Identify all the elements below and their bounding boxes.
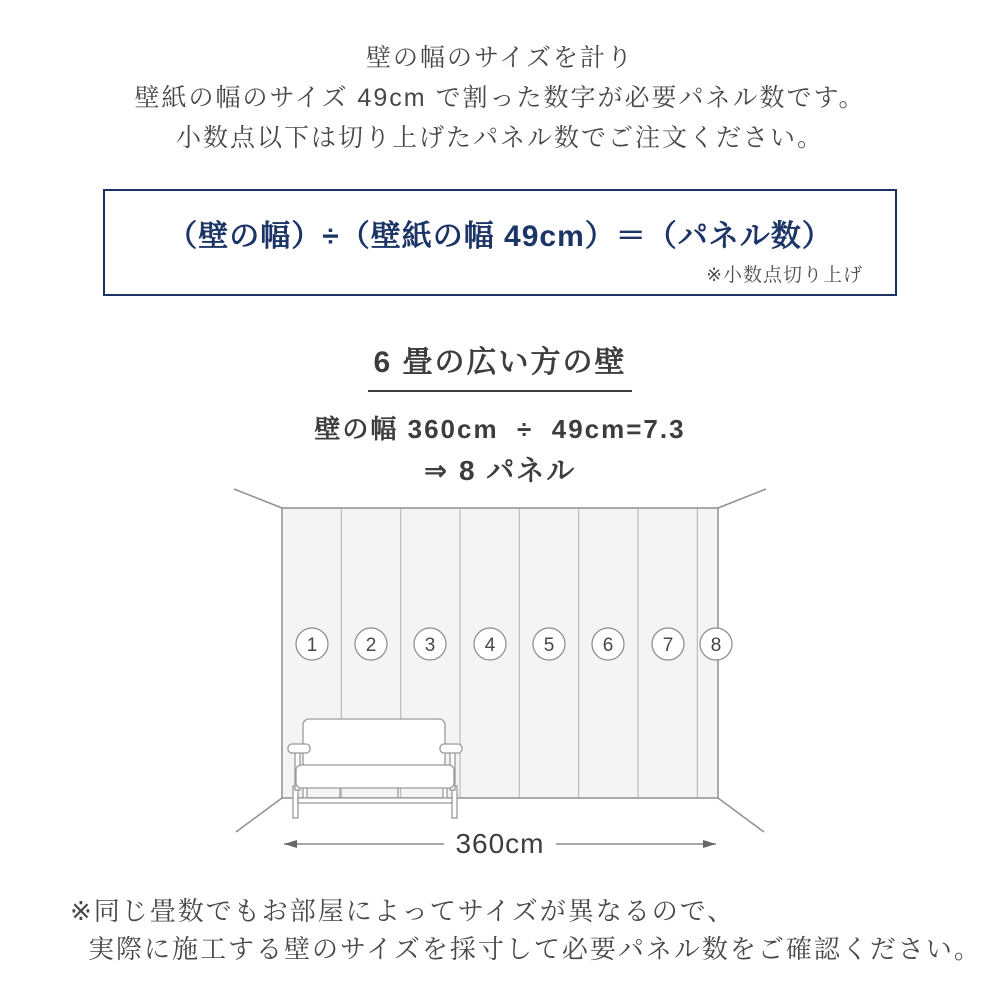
panel-8-number: 8 — [710, 635, 722, 656]
formula-box — [103, 189, 897, 296]
panel-4-number: 4 — [484, 635, 496, 656]
intro-line-3: 小数点以下は切り上げたパネル数でご注文ください。 — [175, 124, 824, 152]
panel-6-number: 6 — [602, 635, 614, 656]
example-heading-wrap — [0, 337, 1000, 392]
panel-2-number: 2 — [365, 635, 377, 656]
bench-icon — [288, 719, 462, 818]
panel-5-number: 5 — [543, 635, 555, 656]
arrow-right-icon — [703, 840, 716, 848]
footnote-line-2: 実際に施工する壁のサイズを採寸して必要パネル数をご確認ください。 — [88, 934, 982, 964]
example-heading: 6 畳の広い方の壁 — [368, 337, 631, 392]
footnote-line-1: ※同じ畳数でもお部屋によってサイズが異なるので、 — [70, 896, 736, 926]
intro-line-1: 壁の幅のサイズを計り — [365, 44, 634, 72]
formula-note: ※小数点切り上げ — [706, 265, 863, 286]
example-result: ⇒ 8 パネル — [423, 455, 577, 486]
panel-7-number: 7 — [662, 635, 674, 656]
wall-width-label: 360cm — [455, 828, 545, 859]
panel-3-number: 3 — [424, 635, 436, 656]
example-calculation: 壁の幅 360cm ÷ 49cm=7.3 — [314, 414, 686, 444]
panel-1-number: 1 — [306, 635, 318, 656]
intro-text — [0, 38, 1000, 158]
formula-text: （壁の幅）÷（壁紙の幅 49cm）＝（パネル数） — [167, 220, 833, 253]
wall-diagram — [200, 480, 800, 870]
dimension-line — [284, 828, 716, 859]
intro-line-2: 壁紙の幅のサイズ 49cm で割った数字が必要パネル数です。 — [134, 84, 866, 112]
arrow-left-icon — [284, 840, 297, 848]
